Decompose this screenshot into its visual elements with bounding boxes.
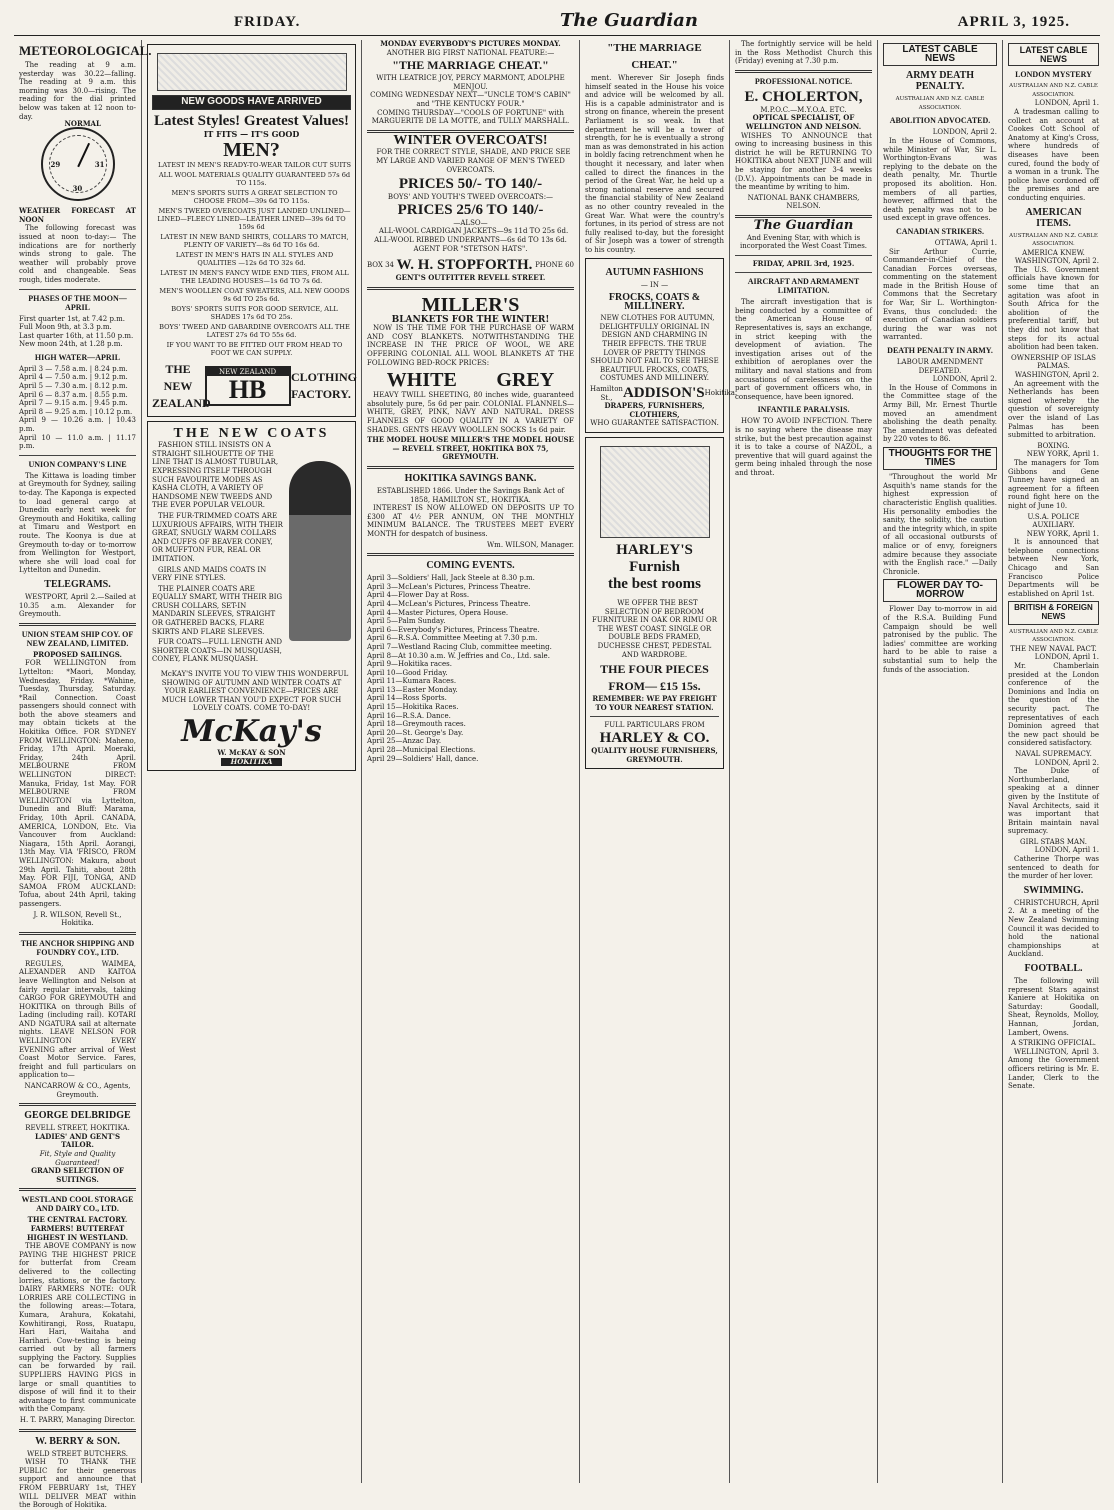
mckay-logo: McKay's bbox=[181, 714, 322, 749]
union-title: UNION COMPANY'S LINE bbox=[28, 459, 127, 469]
column-3 bbox=[362, 40, 580, 1483]
masthead bbox=[14, 6, 1100, 36]
column-1 bbox=[14, 40, 152, 1510]
moon-line: First quarter 1st, at 7.42 p.m. bbox=[19, 314, 126, 323]
aircraft-title: AIRCRAFT AND ARMAMENT LIMITATION. bbox=[747, 277, 860, 296]
boys-line: BOYS' AND YOUTH'S TWEED OVERCOATS:— bbox=[387, 193, 554, 202]
swimming-title: SWIMMING. bbox=[1023, 884, 1084, 896]
coming-event: April 29—Soldiers' Hall, dance. bbox=[367, 754, 479, 763]
moon-line: New moon 24th, at 1.28 p.m. bbox=[19, 340, 123, 349]
mckay-subtitle: W. McKAY & SON bbox=[217, 748, 286, 757]
barometer-top-label: NORMAL bbox=[64, 119, 101, 129]
new-goods-banner: NEW GOODS HAVE ARRIVED bbox=[152, 95, 351, 110]
white-label: WHITE bbox=[386, 369, 457, 392]
stopforth-subtitle: GENT'S OUTFITTER REVELL STREET. bbox=[395, 273, 546, 283]
american-assoc: AUSTRALIAN AND N.Z. CABLE ASSOCIATION. bbox=[1009, 232, 1098, 248]
mystery-title: LONDON MYSTERY bbox=[1015, 70, 1092, 80]
flower-text: Flower Day to-morrow in aid of the R.S.A. Building Fund Campaign should be well patronised by the public. The ladies' committee are working hard to be able to raise a substantial sum to help the funds of the association. bbox=[883, 605, 997, 674]
coming-event: April 11—Kumara Races. bbox=[367, 677, 457, 686]
anchor-text: REGULES, WAIMEA, ALEXANDER AND KAITOA leave Wellington and Nelson at fairly regular intervals, taking CARGO FOR GREYMOUTH and HOKITIKA on through Bills of Lading (including rail). KOTARI AND NGATURA sail at alternate nights. LEAVE NELSON FOR WELLINGTON EVERY EVENING after arrival of West Coast Motor Service. Fares, freight and full particulars on application to— bbox=[19, 959, 136, 1080]
american-text: The U.S. Government officials have known for some time that an agitation was afoot in South Africa for the abolition of the preferential tariff, but they did not know that steps for its actual abolition had been taken. bbox=[1008, 265, 1099, 352]
telegrams-text: WESTPORT, April 2.—Sailed at 10.35 a.m. Alexander for Greymouth. bbox=[19, 592, 136, 619]
harley-company: HARLEY & CO. bbox=[599, 729, 710, 746]
berry-address: WELD STREET BUTCHERS. bbox=[27, 1449, 128, 1458]
column-2 bbox=[142, 40, 362, 1483]
addison-street: Hamilton St., bbox=[590, 385, 623, 402]
men-line: MEN'S TWEED OVERCOATS JUST LANDED UNLINED—LINED—FLEECY LINED—LEATHER LINED—39s 6d TO 159s 6d bbox=[157, 206, 351, 231]
men-line: LATEST IN NEW BAND SHIRTS, COLLARS TO MATCH, PLENTY OF VARIETY—8s 6d TO 16s 6d. bbox=[160, 232, 349, 249]
moon-title: PHASES OF THE MOON—APRIL bbox=[28, 293, 127, 312]
millers-subtitle: BLANKETS FOR THE WINTER! bbox=[391, 314, 550, 325]
coats-paragraph: GIRLS AND MAIDS COATS IN VERY FINE STYLES. bbox=[152, 565, 267, 583]
hb-band: NEW ZEALAND bbox=[207, 368, 289, 377]
delbridge-suitings: GRAND SELECTION OF SUITINGS. bbox=[31, 1166, 124, 1184]
new-goods-ad bbox=[147, 44, 356, 417]
coming-event: April 15—Hokitika Races. bbox=[367, 703, 459, 712]
men-line: MEN'S SPORTS SUITS A GREAT SELECTION TO CHOOSE FROM—39s 6d TO 115s. bbox=[171, 188, 338, 205]
coming-event: April 4—McLean's Pictures, Princess Theatre. bbox=[367, 599, 531, 608]
football-title: FOOTBALL. bbox=[1024, 963, 1083, 974]
professional-role: OPTICAL SPECIALIST, OF WELLINGTON AND NELSON. bbox=[745, 113, 862, 131]
hb-left-text: THE NEW ZEALAND bbox=[152, 361, 211, 410]
harley-line: QUALITY HOUSE FURNISHERS, GREYMOUTH. bbox=[591, 745, 718, 764]
men-line: IF YOU WANT TO BE FITTED OUT FROM HEAD TO FOOT WE CAN SUPPLY. bbox=[166, 340, 343, 357]
men-line: LATEST IN MEN'S FANCY WIDE END TIES, FROM ALL THE LEADING HOUSES—1s 6d TO 7s 6d. bbox=[160, 268, 349, 285]
pictures-film-repeat: "THE MARRIAGE CHEAT." bbox=[607, 42, 702, 71]
pictures-head: MONDAY EVERYBODY'S PICTURES MONDAY. bbox=[380, 39, 561, 48]
hb-logo-text: HB bbox=[228, 375, 267, 405]
pact-text: Mr. Chamberlain presided at the London conference of the Dominions and India on the question of the security pact. The representatives of each Dominion agreed that the new pact should be considered satisfactory. bbox=[1008, 662, 1099, 748]
palmas-place: WASHINGTON, April 2. bbox=[1014, 371, 1099, 379]
intro-text: The fortnightly service will be held in the Ross Methodist Church this (Friday) evening at 7.30 p.m. bbox=[735, 40, 872, 66]
cable-assoc-2: AUSTRALIAN AND N.Z. CABLE ASSOCIATION. bbox=[1009, 83, 1098, 98]
girl-text: Catherine Thorpe was sentenced to death for the murder of her lover. bbox=[1008, 855, 1099, 881]
mckay-town: HOKITIKA bbox=[221, 758, 283, 767]
forecast-text: The following forecast was issued at noon to-day:— The indications are for northerly winds strong to gale. The weather will probably prove cold and changeable. Seas rough, tides moderate. bbox=[19, 224, 136, 284]
palmas-title: OWNERSHIP OF ISLAS PALMAS. bbox=[1011, 353, 1096, 371]
westland-text: THE ABOVE COMPANY is now PAYING THE HIGHEST PRICE for butterfat from Cream delivered to the collecting lorries, stations, or the factory. DAIRY FARMERS NOTE: OUR LORRIES ARE COLLECTING in the following areas:—Totara, Kumara, Arahura, Kokatahi, Kowhitirangi, Ross, Ruatapu, Hari Hari, Waitaha and Harihari. Cow-testing is being carried out by all farmers supplying the Factory. Supplies can be forwarded by rail. SUPPLIERS HAVING PIGS in large or small quantities to dispose of will find it to their advantage to first communicate with the Company. bbox=[19, 1242, 136, 1414]
mystery-place: LONDON, April 1. bbox=[1034, 99, 1099, 108]
delbridge-text: Fit, Style and Quality Guaranteed! bbox=[39, 1150, 116, 1167]
masthead-paper-title: The Guardian bbox=[560, 10, 698, 31]
coming-event: April 3—McLean's Pictures, Princess Theatre. bbox=[367, 582, 531, 591]
coming-event: April 9—Hokitika races. bbox=[367, 660, 452, 669]
death-place: LONDON, April 2. bbox=[932, 375, 997, 384]
professional-address: NATIONAL BANK CHAMBERS, NELSON. bbox=[747, 193, 860, 211]
bedroom-illustration-icon bbox=[600, 446, 710, 538]
coming-event: April 10—Good Friday. bbox=[367, 668, 448, 677]
addison-subtitle: DRAPERS, FURNISHERS, CLOTHIERS, bbox=[604, 401, 705, 419]
men-line: LATEST IN MEN'S HATS IN ALL STYLES AND QUALITIES —12s 6d TO 32s 6d. bbox=[175, 250, 334, 267]
masthead-day: FRIDAY. bbox=[234, 14, 301, 30]
grey-label: GREY bbox=[496, 369, 555, 392]
high-water-line: April 3 — 7.58 a.m. | 8.24 p.m. bbox=[19, 364, 128, 373]
harley-price: THE FOUR PIECES FROM— £15 15s. bbox=[600, 662, 709, 694]
millers-title: MILLER'S bbox=[421, 293, 520, 316]
men-line: BOYS' TWEED AND GABARDINE OVERCOATS ALL THE LATEST 27s 6d TO 55s 6d. bbox=[159, 322, 350, 339]
column-7 bbox=[1003, 40, 1104, 1483]
harley-text: WE OFFER THE BEST SELECTION OF BEDROOM FURNITURE IN OAK OR RIMU OR THE WEST COAST. SINGLE OR DOUBLE BEDS FRAMED, DUCHESSE CHEST, PEDESTAL AND WARDROBE. bbox=[591, 598, 718, 659]
coats-paragraph: FASHION STILL INSISTS ON A STRAIGHT SILHOUETTE OF THE LINE THAT IS ALMOST TUBULAR, EXPRESSING ITSELF THROUGH SUCH FAVOURITE MODES AS KASHA CLOTH, A VARIETY OF HANDSOME NEW TWEEDS AND THE EVER POPULAR VELOUR. bbox=[152, 441, 279, 510]
high-water-line: April 6 — 8.37 a.m. | 8.55 p.m. bbox=[19, 390, 128, 399]
cable-news-head: LATEST CABLE NEWS bbox=[883, 43, 997, 66]
coming-title: COMING EVENTS. bbox=[426, 560, 515, 572]
abolition-title: ABOLITION ADVOCATED. bbox=[889, 116, 991, 126]
price-boys: PRICES 25/6 TO 140/- bbox=[397, 201, 544, 218]
coming-event: April 4—Master Pictures, Opera House. bbox=[367, 608, 509, 617]
coming-event: April 6—Everybody's Pictures, Princess Theatre. bbox=[367, 625, 540, 634]
guardian-date: FRIDAY, APRIL 3rd, 1925. bbox=[752, 258, 855, 268]
pictures-film: "THE MARRIAGE CHEAT." bbox=[392, 58, 549, 73]
high-water-line: April 7 — 9.15 a.m. | 9.45 p.m. bbox=[19, 399, 128, 408]
autumn-text: NEW CLOTHES FOR AUTUMN, DELIGHTFULLY ORIGINAL IN DESIGN AND CHARMING IN THEIR EFFECTS. THE TRUE LOVER OF PRETTY THINGS SHOULD NOT FAIL TO SEE THESE BEAUTIFUL FROCKS, COATS, COSTUMES AND MILLINERY. bbox=[590, 314, 719, 383]
millers-text: NOW IS THE TIME FOR THE PURCHASE OF WARM AND COSY BLANKETS. NOTWITHSTANDING THE INCREASE IN THE PRICE OF WOOL, WE ARE OFFERING COLONIAL ALL WOOL BLANKETS AT THE FOLLOWING BED-ROCK PRICES: bbox=[367, 324, 574, 367]
berry-text: WISH TO THANK THE PUBLIC for their generous support and announce that FROM FEBRUARY 1st, THEY WILL DELIVER MEAT within the Borough of Hokitika. bbox=[19, 1458, 136, 1510]
thoughts-text: "Throughout the world Mr Asquith's name stands for the highest expression of characteristic English qualities. His personality embodies the sanity, the solidity, the caution and the integrity which, in spite of all occasional outbursts of malice or of envy, foreigners admire because they associate with the English race." —Daily Chronicle. bbox=[883, 473, 997, 576]
boxing-title: BOXING. bbox=[1037, 441, 1070, 450]
coats-paragraph: THE FUR-TRIMMED COATS ARE LUXURIOUS AFFAIRS, WITH THEIR GREAT, SNUGLY WARM COLLARS AND CUFFS OF BEAVER CONEY, OR MUFFTON FUR, REAL OR IMITATION. bbox=[152, 511, 283, 563]
canadian-title: CANADIAN STRIKERS. bbox=[895, 226, 984, 236]
barometer-needle bbox=[77, 143, 90, 167]
barometer-bottom-label: 30 bbox=[72, 183, 83, 193]
death-title: DEATH PENALTY IN ARMY. bbox=[887, 346, 993, 356]
winter-title: WINTER OVERCOATS! bbox=[393, 132, 548, 148]
harley-sub: the best rooms bbox=[607, 575, 702, 592]
masthead-date: APRIL 3, 1925. bbox=[957, 14, 1070, 30]
savings-text: INTEREST IS NOW ALLOWED ON DEPOSITS UP TO £300 AT 4½ PER ANNUM, ON THE MONTHLY MINIMUM BALANCE. The TRUSTEES MEET EVERY MONTH for despatch of business. bbox=[367, 504, 574, 538]
professional-quals: M.P.O.C.—M.Y.O.A. ETC. bbox=[760, 105, 847, 114]
coming-event: April 28—Municipal Elections. bbox=[367, 746, 476, 755]
aircraft-text: The aircraft investigation that is being conducted by a committee of the American House of Representatives is, says an exchange, in strict keeping with the development of aviation. The investigation arises out of the exhibition of aeroplanes over the military and naval stations and from accusations of carelessness on the part of government officers who, in consequence, have been ignored. bbox=[735, 298, 872, 401]
column-6 bbox=[878, 40, 1003, 1483]
savings-est: ESTABLISHED 1866. Under the Savings Bank Act of 1858, HAMILTON ST., HOKITIKA. bbox=[376, 487, 565, 504]
pact-title: THE NEW NAVAL PACT. bbox=[1010, 644, 1097, 653]
flower-title: FLOWER DAY TO-MORROW bbox=[883, 579, 997, 602]
barometer-dial-icon bbox=[41, 119, 115, 201]
cable-news-head-2: LATEST CABLE NEWS bbox=[1008, 43, 1099, 66]
high-water-line: April 8 — 9.25 a.m. | 10.12 p.m. bbox=[19, 407, 133, 416]
winter-text: FOR THE CORRECT STYLE, SHADE, AND PRICE SEE MY LARGE AND VARIED RANGE OF MEN'S TWEED OVERCOATS. bbox=[376, 148, 571, 174]
delbridge-tag: LADIES' AND GENT'S TAILOR. bbox=[34, 1131, 121, 1150]
column-4 bbox=[580, 40, 738, 1483]
autumn-sub: — IN — bbox=[640, 281, 669, 290]
savings-title: HOKITIKA SAVINGS BANK. bbox=[404, 473, 537, 484]
anchor-title: THE ANCHOR SHIPPING AND FOUNDRY COY., LTD. bbox=[20, 938, 135, 957]
westland-title: WESTLAND COOL STORAGE AND DAIRY CO., LTD. bbox=[21, 1195, 134, 1214]
boxing-text: The managers for Tom Gibbons and Gene Tunney have signed an agreement for a fifteen round fight here on the night of June 10. bbox=[1008, 458, 1099, 510]
high-water-line: April 4 — 7.50 a.m. | 9.12 p.m. bbox=[19, 373, 128, 382]
millers-footer: THE MODEL HOUSE MILLER'S THE MODEL HOUSE — REVELL STREET, HOKITIKA BOX 75, GREYMOUTH. bbox=[367, 435, 574, 462]
delbridge-title: GEORGE DELBRIDGE bbox=[24, 1110, 131, 1122]
naval-title: NAVAL SUPREMACY. bbox=[1015, 749, 1092, 758]
police-text: It is announced that telephone connections between New York, Chicago and San Francisco Police Departments will be established on April 1st. bbox=[1008, 538, 1099, 598]
professional-name: E. CHOLERTON, bbox=[744, 88, 863, 105]
frocks-title: FROCKS, COATS & MILLINERY. bbox=[608, 292, 701, 312]
stopforth-name: W. H. STOPFORTH. bbox=[396, 257, 533, 274]
anchor-agent: NANCARROW & CO., Agents, Greymouth. bbox=[24, 1082, 131, 1099]
autumn-title: AUTUMN FASHIONS bbox=[605, 267, 704, 279]
westland-subtitle: THE CENTRAL FACTORY. FARMERS! BUTTERFAT HIGHEST IN WESTLAND. bbox=[26, 1215, 129, 1242]
high-water-line: April 10 — 11.0 a.m. | 11.17 p.m. bbox=[19, 433, 136, 451]
new-coats-ad bbox=[147, 421, 356, 772]
american-sub: AMERICA KNEW. bbox=[1022, 248, 1085, 257]
british-title: BRITISH & FOREIGN NEWS bbox=[1008, 601, 1099, 624]
coming-event: April 25—Anzac Day. bbox=[367, 737, 442, 746]
pictures-sub: ANOTHER BIG FIRST NATIONAL FEATURE:— bbox=[386, 48, 555, 57]
telegrams-title: TELEGRAMS. bbox=[44, 578, 111, 590]
coming-event: April 20—St. George's Day. bbox=[367, 728, 464, 737]
high-water-line: April 5 — 7.30 a.m. | 8.12 p.m. bbox=[19, 382, 128, 391]
harley-title: HARLEY'S Furnish bbox=[616, 541, 693, 575]
harley-full: FULL PARTICULARS FROM bbox=[604, 721, 705, 730]
pact-place: LONDON, April 1. bbox=[1034, 653, 1099, 662]
delbridge-address: REVELL STREET, HOKITIKA. bbox=[25, 1124, 130, 1133]
death-subtitle: LABOUR AMENDMENT DEFEATED. bbox=[896, 358, 984, 375]
mystery-text: A tradesman calling to collect an account at Cookes Cott School of Anatomy at King's Cross, where hundreds of diseases have been cured, found the body of a woman in a trunk. The police have cordoned off the premises and are conducting enquiries. bbox=[1008, 107, 1099, 202]
official-text: WELLINGTON, April 3. Among the Government officers retiring is Mr. E. Lander, Clerk to the Senate. bbox=[1008, 1047, 1099, 1091]
ussco-title: UNION STEAM SHIP COY. OF NEW ZEALAND, LIMITED. bbox=[21, 629, 134, 648]
coming-event: April 13—Easter Monday. bbox=[367, 685, 458, 694]
hb-logo-icon bbox=[205, 366, 291, 407]
canadian-place: OTTAWA, April 1. bbox=[934, 238, 997, 247]
autumn-fashions-ad bbox=[585, 258, 738, 433]
infantile-text: HOW TO AVOID INFECTION. There is no saying where the disease may strike, but the best precaution against it is to take a course of NAZOL, a preventive that will guard against the germ being inhaled through the nose and throat. bbox=[735, 417, 872, 477]
men-line: LATEST IN MEN'S READY-TO-WEAR TAILOR CUT SUITS bbox=[158, 160, 351, 169]
girl-place: LONDON, April 1. bbox=[1034, 846, 1099, 855]
barometer-left-label: 29 bbox=[50, 160, 61, 170]
shop-illustration-icon bbox=[157, 53, 347, 91]
coats-paragraph: THE PLAINER COATS ARE EQUALLY SMART, WITH THEIR BIG CRUSH COLLARS, SET-IN MANDARIN SLEEVES, STRAIGHT OR GATHERED BACKS, FLARE SKIRTS AND FLARE SLEEVES. bbox=[152, 584, 283, 636]
guardian-title: The Guardian bbox=[753, 217, 854, 233]
abolition-text: In the House of Commons, while Minister of War, Sir L. Worthington-Evans was replying to the debate on the death penalty, Mr. Thurtle proposed its abolition. Hon. members of all parties, however, affirmed that the death penalty was not to be used except in grave offences. bbox=[883, 136, 997, 223]
ussco-text: FOR WELLINGTON from Lyttelton: *Maori, Monday, Wednesday, Friday. *Wahine, Tuesday, Thursday, Saturday. *Rail Connection. Coast passengers should connect with both the above steamers and may obtain tickets at the Hokitika Office. FOR SYDNEY FROM WELLINGTON: Maheno, Friday, 17th April. Moeraki, Friday, 24th April. MELBOURNE FROM WELLINGTON DIRECT: Manuka, Friday, 1st May. FOR MELBOURNE FROM WELLINGTON via Lyttelton, Dunedin and Bluff: Marama, Friday, 10th April. CANADA, AMERICA, LONDON, Etc. Via Vancouver from Auckland: Niagara, 15th April. Aorangi, 13th May. VIA 'FRISCO, FROM WELLINGTON: Makura, about 29th April. Tahiti, about 28th May. FOR FIJI, TONGA, AND SAMOA FROM AUCKLAND: Tofua, about 24th April, taking passengers. bbox=[19, 659, 136, 908]
american-title: AMERICAN ITEMS. bbox=[1025, 206, 1082, 229]
high-water-title: HIGH WATER—APRIL bbox=[34, 352, 121, 362]
millers-more: HEAVY TWILL SHEETING, 80 inches wide, guaranteed absolutely pure, 5s 6d per pair. COLONIAL FLANNELS—WHITE, GREY, PINK, NAVY AND NATURAL. DRESS FLANNELS OF GOOD QUALITY IN A VARIETY OF SHADES. GENTS HEAVY WOOLLEN SOCKS 1s 6d pair. bbox=[367, 391, 574, 434]
coming-event: April 3—Soldiers' Hall, Jack Steele at 8.30 p.m. bbox=[367, 574, 535, 583]
girl-title: GIRL STABS MAN. bbox=[1020, 837, 1087, 846]
met-text: The reading at 9 a.m. yesterday was 30.22—falling. The reading at 9 a.m. this morning was 30.0—rising. The reading for the dial printed below was taken at 12 noon to-day. bbox=[19, 61, 136, 121]
moon-line: Full Moon 9th, at 3.3 p.m. bbox=[19, 323, 112, 332]
pictures-thursday: COMING THURSDAY—"COOLS OF FORTUNE" with MARGUERITE DE LA MOTTE, and TULLY MARSHALL. bbox=[371, 108, 570, 126]
addison-tag: WHO GUARANTEE SATISFACTION. bbox=[590, 419, 719, 428]
british-assoc: AUSTRALIAN AND N.Z. CABLE ASSOCIATION. bbox=[1009, 628, 1098, 644]
ussco-agent: J. R. WILSON, Revell St., Hokitika. bbox=[33, 910, 122, 928]
men-line: BOYS' SPORTS SUITS FOR GOOD SERVICE, ALL SHADES 17s 6d TO 25s. bbox=[171, 304, 338, 321]
football-text: The following will represent Stars against Kaniere at Hokitika on Saturday: Goodall, Sheat, Reynolds, Molloy, Hannan, Jordan, Lambert, Owens. bbox=[1008, 977, 1099, 1037]
stopforth-phone: PHONE 60 bbox=[535, 261, 574, 270]
pictures-cast: WITH LEATRICE JOY, PERCY MARMONT, ADOLPHE MENJOU. bbox=[376, 74, 565, 91]
addison-town: Hokitika. bbox=[704, 389, 738, 398]
article-text: ment. Wherever Sir Joseph finds himself seated in the House his voice and advice will be welcomed by all. His is a capable administrator and is strong on finance, wherein the present Parliament is so weak. In that department he will be a tower of strength, for he is eventually a strong man as was demonstrated in his action in boldly facing retrenchment when he thought it necessary, and later when called to direct the finances in the period of the Great War, he held up a strong national reserve and secured the financial stability of New Zealand as no other country revealed in the Great War. What were the country's fortunes, in its period of stress are not fully realised to-day, but the foresight of Sir Joseph was a tower of strength to his country. bbox=[585, 74, 724, 254]
professional-title: PROFESSIONAL NOTICE. bbox=[754, 76, 853, 86]
coming-event: April 4—Flower Day at Ross. bbox=[367, 591, 470, 600]
also-text: ALL-WOOL CARDIGAN JACKETS—9s 11d TO 25s 6d. ALL-WOOL RIBBED UNDERPANTS—6s 6d TO 13s 6d. AGENT FOR "STETSON HATS". bbox=[374, 227, 569, 253]
cable-assoc: AUSTRALIAN AND N.Z. CABLE ASSOCIATION. bbox=[895, 96, 985, 111]
harley-remember: REMEMBER: WE PAY FREIGHT TO YOUR NEAREST STATION. bbox=[592, 694, 717, 712]
army-title: ARMY DEATH PENALTY. bbox=[905, 70, 975, 93]
canadian-text: Sir Arthur Currie, Commander-in-Chief of the Canadian Forces overseas, commenting on the statement made in the British House of Commons that the Secretary for War, Sir L. Worthington-Evans, thus concluded: the execution of Canadian soldiers during the war was not warranted. bbox=[883, 247, 997, 342]
palmas-text: An agreement with the Netherlands has been signed whereby the question of sovereignty over the island of Las Palmas has been submitted to arbitration. bbox=[1008, 379, 1099, 440]
boxing-place: NEW YORK, April 1. bbox=[1026, 450, 1099, 459]
police-place: NEW YORK, April 1. bbox=[1026, 529, 1099, 538]
berry-title: W. BERRY & SON. bbox=[35, 1435, 120, 1447]
infantile-title: INFANTILE PARALYSIS. bbox=[757, 405, 850, 415]
union-text: The Kittawa is loading timber at Greymouth for Sydney, sailing to-day. The Kaponga is expected to load general cargo at Dunedin early next week for Greymouth and Hokitika, calling at Timaru and Westport en route. The Koonya is due at Greymouth to-day or to-morrow from Wellington for Westport, where she will load coal for Lyttelton and Dunedin. bbox=[19, 471, 136, 575]
men-headline: MEN? bbox=[223, 138, 280, 161]
coming-event: April 7—Westland Racing Club, committee meeting. bbox=[367, 642, 552, 651]
hb-right-text: CLOTHING FACTORY. bbox=[291, 370, 358, 402]
addison-name: ADDISON'S bbox=[622, 385, 705, 402]
coming-event: April 14—Ross Sports. bbox=[367, 694, 447, 703]
coats-title: THE NEW COATS bbox=[173, 425, 330, 441]
men-line: ALL WOOL MATERIALS QUALITY GUARANTEED 57s 6d TO 115s. bbox=[158, 170, 351, 187]
woman-in-coat-icon bbox=[289, 461, 351, 641]
coming-event: April 8—At 10.30 a.m. W. Jeffries and Co., Ltd. sale. bbox=[367, 651, 550, 660]
professional-text: WISHES TO ANNOUNCE that owing to increasing business in this district he will be RETURNING TO HOKITIKA about NEXT JUNE and will be staying for another 3-4 weeks (D.V.). Appointments can be made in the meantime by writing to him. bbox=[735, 131, 872, 192]
price-men: PRICES 50/- TO 140/- bbox=[398, 176, 543, 193]
thoughts-title: THOUGHTS FOR THE TIMES bbox=[883, 447, 997, 470]
police-title: U.S.A. POLICE AUXILIARY. bbox=[1027, 512, 1080, 530]
coming-event: April 5—Palm Sunday. bbox=[367, 617, 446, 626]
american-place: WASHINGTON, April 2. bbox=[1014, 257, 1099, 266]
coats-paragraph: FUR COATS—FULL LENGTH AND SHORTER COATS—IN MUSQUASH, CONEY, FLANK MUSQUASH. bbox=[152, 638, 283, 664]
coming-event: April 6—R.S.A. Committee Meeting at 7.30 p.m. bbox=[367, 634, 538, 643]
guardian-subtitle: And Evening Star, with which is incorporated the West Coast Times. bbox=[739, 233, 868, 251]
column-5 bbox=[730, 40, 878, 1483]
styles-headline: Latest Styles! Greatest Values! bbox=[153, 112, 350, 129]
abolition-place: LONDON, April 2. bbox=[932, 128, 997, 137]
swimming-text: CHRISTCHURCH, April 2. At a meeting of the New Zealand Swimming Council it was decided to hold the national championships at Auckland. bbox=[1008, 898, 1099, 959]
forecast-title: WEATHER FORECAST AT NOON bbox=[19, 206, 136, 224]
official-title: A STRIKING OFFICIAL. bbox=[1011, 1039, 1096, 1048]
met-title: METEOROLOGICAL. bbox=[19, 43, 152, 58]
fits-tag: IT FITS — IT'S GOOD bbox=[203, 128, 300, 139]
stopforth-box: BOX 34 bbox=[367, 261, 395, 270]
coming-event: April 18—Greymouth races. bbox=[367, 720, 466, 729]
naval-place: LONDON, April 2. bbox=[1034, 758, 1099, 767]
naval-text: The Duke of Northumberland, speaking at a dinner given by the Institute of Naval Architects, said it was important that Britain maintain naval supremacy. bbox=[1008, 767, 1099, 836]
high-water-line: April 9 — 10.26 a.m. | 10.43 p.m. bbox=[19, 416, 136, 434]
pictures-next: COMING WEDNESDAY NEXT—"UNCLE TOM'S CABIN" and "THE KENTUCKY FOUR." bbox=[370, 91, 571, 108]
death-text: In the House of Commons in the Committee stage of the Army Bill, Mr. Ernest Thurtle moved an amendment abolishing the death penalty. The amendment was defeated by 220 votes to 86. bbox=[883, 383, 997, 444]
harley-ad bbox=[585, 437, 724, 769]
ussco-subtitle: PROPOSED SAILINGS. bbox=[32, 649, 122, 659]
coming-event: April 16—R.S.A. Dance. bbox=[367, 711, 451, 720]
columns bbox=[14, 39, 1104, 1510]
savings-signature: Wm. WILSON, Manager. bbox=[486, 540, 574, 549]
men-line: MEN'S WOOLLEN COAT SWEATERS, ALL NEW GOODS 9s 6d TO 25s 6d. bbox=[159, 286, 350, 303]
barometer-right-label: 31 bbox=[94, 160, 105, 170]
also-label: —ALSO— bbox=[453, 218, 488, 227]
westland-manager: H. T. PARRY, Managing Director. bbox=[19, 1416, 136, 1425]
moon-line: Last quarter 16th, at 11.50 p.m. bbox=[19, 331, 134, 340]
mckay-invite: McKAY'S INVITE YOU TO VIEW THIS WONDERFUL SHOWING OF AUTUMN AND WINTER COATS AT YOUR EARLIEST CONVENIENCE—PRICES ARE MUCH LOWER THAN YOU'D EXPECT FOR SUCH LOVELY COATS. COME TO-DAY! bbox=[160, 670, 349, 713]
